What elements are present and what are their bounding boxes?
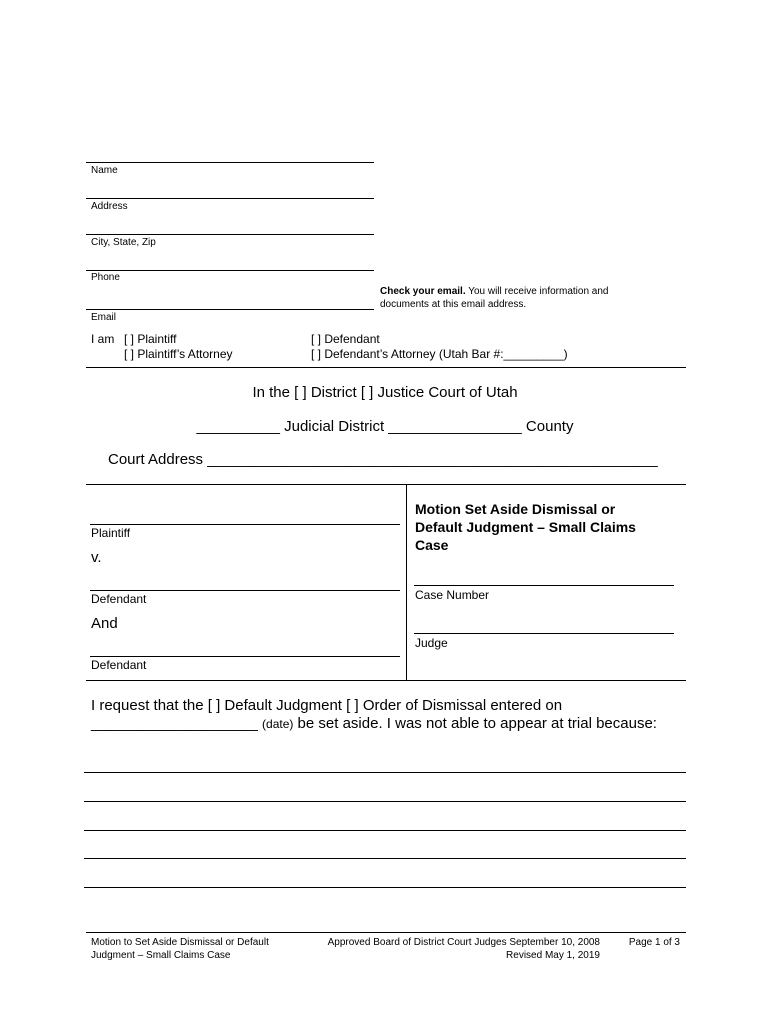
name-line[interactable] (86, 162, 374, 163)
judge-line[interactable] (414, 633, 674, 634)
city-label: City, State, Zip (91, 237, 156, 248)
request-line-2 (91, 715, 657, 733)
defendant-label: Defendant (91, 592, 147, 606)
i-am-label: I am (91, 332, 115, 346)
footer-center-line2: Revised May 1, 2019 (506, 950, 600, 961)
date-label: (date) (262, 717, 294, 731)
email-note-bold: Check your email. (380, 286, 466, 297)
phone-label: Phone (91, 272, 120, 283)
document-title (415, 500, 636, 554)
name-label: Name (91, 165, 118, 176)
email-line[interactable] (86, 309, 374, 310)
title-line2: Default Judgment – Small Claims (415, 519, 636, 535)
defendant-checkbox[interactable]: [ ] Defendant (311, 332, 380, 346)
court-type[interactable]: In the [ ] District [ ] Justice Court of Utah (252, 384, 518, 401)
reason-line-2[interactable] (84, 801, 686, 802)
footer-left-line2: Judgment – Small Claims Case (91, 950, 231, 961)
plaintiff-label: Plaintiff (91, 526, 131, 540)
caption-divider (406, 484, 407, 680)
versus-label: v. (91, 549, 102, 566)
defendant2-label: Defendant (91, 658, 147, 672)
reason-line-4[interactable] (84, 858, 686, 859)
page-number: Page 1 of 3 (628, 937, 680, 948)
date-blank[interactable]: ____________________ (91, 715, 258, 732)
caption-top-border (86, 484, 686, 485)
section-divider (86, 367, 686, 368)
title-line3: Case (415, 537, 449, 553)
email-note-line2: documents at this email address. (380, 299, 527, 310)
city-line[interactable] (86, 234, 374, 235)
plaintiff-line[interactable] (90, 524, 400, 525)
court-address[interactable]: Court Address ______________________________________________________ (108, 451, 658, 468)
footer-center (300, 936, 600, 962)
reason-line-5[interactable] (84, 887, 686, 888)
caption-bottom-border (86, 680, 686, 681)
address-line[interactable] (86, 198, 374, 199)
reason-line-3[interactable] (84, 830, 686, 831)
reason-line-1[interactable] (84, 772, 686, 773)
defendant-line[interactable] (90, 590, 400, 591)
request-line-1: I request that the [ ] Default Judgment [ ] Order of Dismissal entered on (91, 697, 563, 714)
judicial-district[interactable]: __________ Judicial District ________________ County (196, 418, 574, 435)
phone-line[interactable] (86, 270, 374, 271)
email-label: Email (91, 312, 117, 323)
footer-center-line1: Approved Board of District Court Judges September 10, 2008 (327, 937, 600, 948)
email-note-line1: You will receive information and (468, 286, 609, 297)
title-line1: Motion Set Aside Dismissal or (415, 501, 616, 517)
plaintiff-attorney-checkbox[interactable]: [ ] Plaintiff’s Attorney (124, 347, 233, 361)
footer-left-line1: Motion to Set Aside Dismissal or Default (91, 937, 269, 948)
defendant2-line[interactable] (90, 656, 400, 657)
footer-left (91, 936, 311, 962)
defendant-attorney-checkbox[interactable]: [ ] Defendant’s Attorney (Utah Bar #:_________) (311, 347, 568, 361)
case-number-label: Case Number (415, 588, 490, 602)
judge-label: Judge (415, 636, 448, 650)
request-line-2-text: be set aside. I was not able to appear at trial because: (293, 715, 657, 732)
case-number-line[interactable] (414, 585, 674, 586)
address-label: Address (91, 201, 128, 212)
footer-divider (86, 932, 686, 933)
plaintiff-checkbox[interactable]: [ ] Plaintiff (124, 332, 177, 346)
email-note (380, 285, 680, 311)
and-label: And (91, 615, 118, 632)
